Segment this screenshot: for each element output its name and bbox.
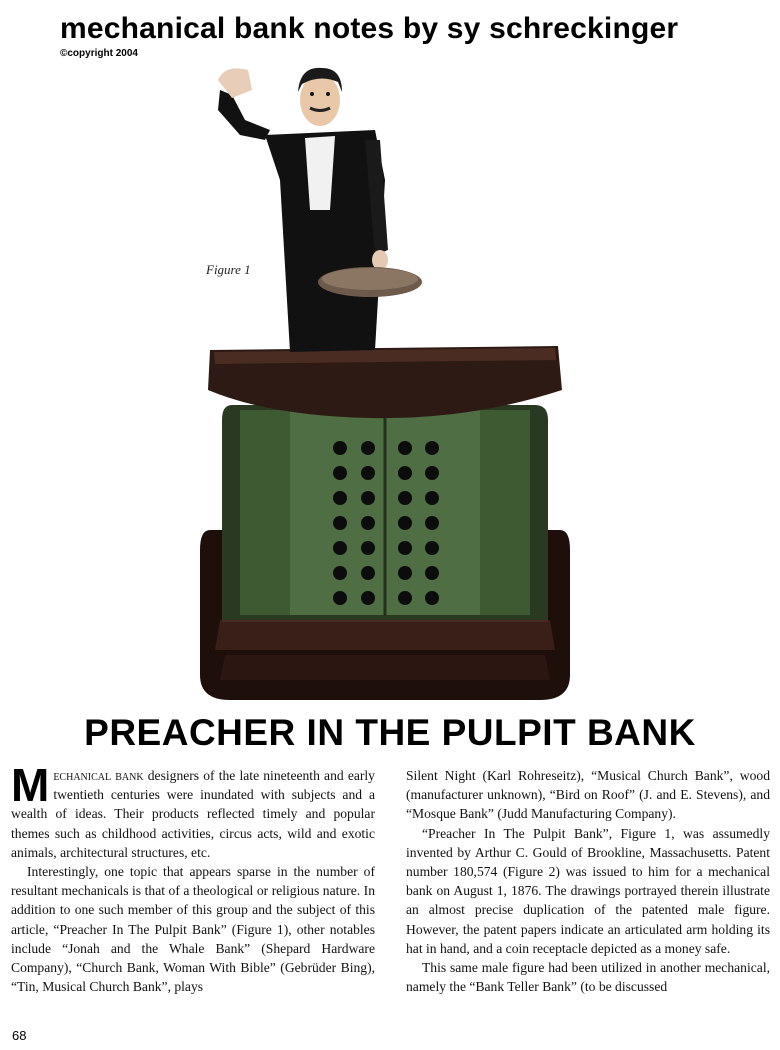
drop-cap: M [11, 759, 50, 811]
preacher-bank-photo [170, 60, 600, 710]
lead-in: echanical bank [53, 768, 144, 783]
paragraph-2-continued: Silent Night (Karl Rohreseitz), “Musical Church Bank”, wood (manufacturer unknown), “Bird on Roof” (J. and E. Stevens), and “Mosque Bank” (Judd Manufacturing Company). [406, 768, 770, 822]
paragraph-3: “Preacher In The Pulpit Bank”, Figure 1, was assumedly invented by Arthur C. Gould of Brookline, Massachusetts. Patent number 180,574 (Figure 2) was issued to him for a mechanical bank on August 1, 1876. The drawings portrayed therein illustrate an almost precise duplication of the patented male figure. However, the patent papers indicate an articulated arm holding its hat in hand, and a coin receptacle depicted as a money safe. [406, 825, 770, 956]
header-title: mechanical bank notes by sy schreckinger [60, 12, 679, 45]
copyright-line: ©copyright 2004 [60, 48, 138, 59]
article-title: PREACHER IN THE PULPIT BANK [84, 712, 696, 753]
figure-caption: Figure 1 [206, 262, 251, 277]
article-column-right [406, 766, 770, 996]
paragraph-2: Interestingly, one topic that appears sparse in the number of resultant mechanicals is that of a theological or religious nature. In addition to one such member of this group and the subject of this article, “Preacher In The Pulpit Bank” (Figure 1), other notables include “Jonah and the Whale Bank” (Shepard Hardware Company), “Church Bank, Woman With Bible” (Gebrüder Bing), “Tin, Musical Church Bank”, plays [11, 864, 375, 995]
page-number: 68 [12, 1028, 27, 1043]
paragraph-1-text: designers of the late nineteenth and early twentieth centuries were inundated with subjects and a wealth of ideas. Their products reflected timely and popular themes such as childhood activities, circus acts, wild and exotic animals, architectural structures, etc. [11, 768, 375, 860]
paragraph-1 [11, 759, 375, 862]
paragraph-4: This same male figure had been utilized in another mechanical, namely the “Bank Teller Bank” (to be discussed [406, 960, 770, 995]
article-column-left [11, 759, 375, 996]
